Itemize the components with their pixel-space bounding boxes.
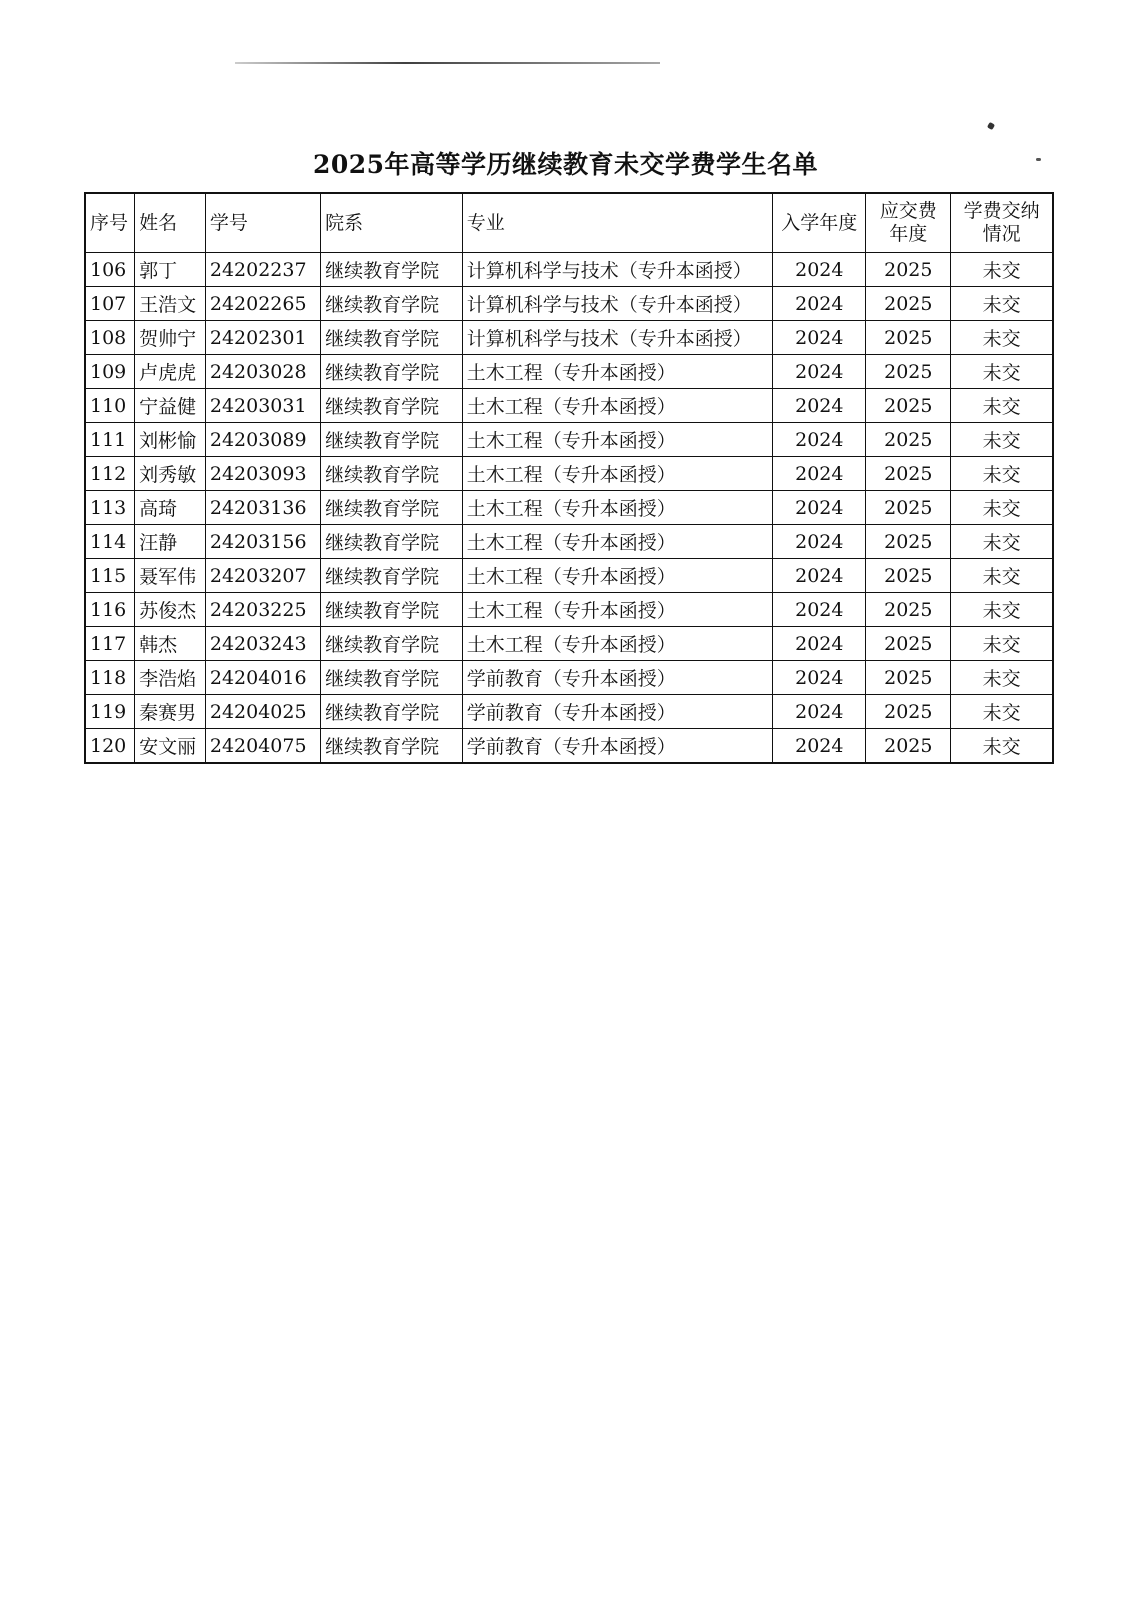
header-student-id: 学号 <box>205 193 320 253</box>
cell-seq: 119 <box>85 695 135 729</box>
cell-student-id: 24203156 <box>205 525 320 559</box>
cell-enroll-year: 2024 <box>773 661 866 695</box>
cell-student-id: 24204016 <box>205 661 320 695</box>
cell-due-year: 2025 <box>866 321 951 355</box>
header-status: 学费交纳情况 <box>951 193 1053 253</box>
cell-major: 土木工程（专升本函授） <box>462 423 773 457</box>
cell-status: 未交 <box>951 287 1053 321</box>
cell-enroll-year: 2024 <box>773 389 866 423</box>
cell-major: 土木工程（专升本函授） <box>462 491 773 525</box>
cell-enroll-year: 2024 <box>773 355 866 389</box>
cell-name: 李浩焰 <box>135 661 206 695</box>
table-row <box>85 593 1053 627</box>
cell-major: 学前教育（专升本函授） <box>462 661 773 695</box>
cell-enroll-year: 2024 <box>773 287 866 321</box>
cell-status: 未交 <box>951 389 1053 423</box>
cell-department: 继续教育学院 <box>321 389 463 423</box>
cell-seq: 113 <box>85 491 135 525</box>
cell-due-year: 2025 <box>866 695 951 729</box>
cell-name: 王浩文 <box>135 287 206 321</box>
cell-due-year: 2025 <box>866 457 951 491</box>
table-row <box>85 457 1053 491</box>
cell-seq: 116 <box>85 593 135 627</box>
cell-due-year: 2025 <box>866 355 951 389</box>
table-row <box>85 491 1053 525</box>
cell-due-year: 2025 <box>866 661 951 695</box>
cell-department: 继续教育学院 <box>321 525 463 559</box>
cell-enroll-year: 2024 <box>773 423 866 457</box>
cell-enroll-year: 2024 <box>773 729 866 764</box>
cell-due-year: 2025 <box>866 253 951 287</box>
cell-seq: 111 <box>85 423 135 457</box>
cell-student-id: 24202301 <box>205 321 320 355</box>
cell-name: 秦赛男 <box>135 695 206 729</box>
cell-due-year: 2025 <box>866 491 951 525</box>
cell-name: 高琦 <box>135 491 206 525</box>
cell-status: 未交 <box>951 423 1053 457</box>
scan-speck <box>987 122 995 130</box>
cell-student-id: 24203136 <box>205 491 320 525</box>
cell-department: 继续教育学院 <box>321 627 463 661</box>
cell-enroll-year: 2024 <box>773 253 866 287</box>
cell-student-id: 24203089 <box>205 423 320 457</box>
cell-status: 未交 <box>951 627 1053 661</box>
header-department: 院系 <box>321 193 463 253</box>
cell-name: 苏俊杰 <box>135 593 206 627</box>
table-row <box>85 253 1053 287</box>
table-row <box>85 525 1053 559</box>
cell-department: 继续教育学院 <box>321 559 463 593</box>
cell-seq: 107 <box>85 287 135 321</box>
cell-seq: 114 <box>85 525 135 559</box>
cell-enroll-year: 2024 <box>773 695 866 729</box>
cell-name: 聂军伟 <box>135 559 206 593</box>
cell-enroll-year: 2024 <box>773 593 866 627</box>
cell-seq: 108 <box>85 321 135 355</box>
header-seq: 序号 <box>85 193 135 253</box>
header-due-year: 应交费年度 <box>866 193 951 253</box>
cell-status: 未交 <box>951 695 1053 729</box>
cell-department: 继续教育学院 <box>321 593 463 627</box>
cell-department: 继续教育学院 <box>321 729 463 764</box>
cell-student-id: 24204025 <box>205 695 320 729</box>
cell-student-id: 24203031 <box>205 389 320 423</box>
cell-seq: 120 <box>85 729 135 764</box>
cell-student-id: 24202265 <box>205 287 320 321</box>
table-row <box>85 729 1053 764</box>
table-row <box>85 695 1053 729</box>
table-row <box>85 287 1053 321</box>
cell-due-year: 2025 <box>866 729 951 764</box>
table-row <box>85 661 1053 695</box>
cell-major: 学前教育（专升本函授） <box>462 695 773 729</box>
cell-major: 土木工程（专升本函授） <box>462 593 773 627</box>
cell-seq: 117 <box>85 627 135 661</box>
table-row <box>85 321 1053 355</box>
cell-enroll-year: 2024 <box>773 321 866 355</box>
cell-status: 未交 <box>951 321 1053 355</box>
cell-department: 继续教育学院 <box>321 695 463 729</box>
cell-major: 计算机科学与技术（专升本函授） <box>462 321 773 355</box>
cell-enroll-year: 2024 <box>773 457 866 491</box>
cell-status: 未交 <box>951 559 1053 593</box>
table-body <box>85 253 1053 764</box>
cell-due-year: 2025 <box>866 525 951 559</box>
cell-major: 学前教育（专升本函授） <box>462 729 773 764</box>
cell-due-year: 2025 <box>866 423 951 457</box>
cell-status: 未交 <box>951 525 1053 559</box>
cell-student-id: 24203093 <box>205 457 320 491</box>
cell-student-id: 24203207 <box>205 559 320 593</box>
table-row <box>85 627 1053 661</box>
header-row <box>85 193 1053 253</box>
cell-student-id: 24204075 <box>205 729 320 764</box>
cell-due-year: 2025 <box>866 287 951 321</box>
cell-seq: 110 <box>85 389 135 423</box>
cell-student-id: 24203028 <box>205 355 320 389</box>
cell-enroll-year: 2024 <box>773 491 866 525</box>
cell-enroll-year: 2024 <box>773 627 866 661</box>
cell-status: 未交 <box>951 661 1053 695</box>
cell-major: 土木工程（专升本函授） <box>462 627 773 661</box>
header-major: 专业 <box>462 193 773 253</box>
cell-name: 卢虎虎 <box>135 355 206 389</box>
cell-status: 未交 <box>951 355 1053 389</box>
cell-department: 继续教育学院 <box>321 253 463 287</box>
scan-artifact-line <box>235 62 660 64</box>
cell-name: 韩杰 <box>135 627 206 661</box>
table-row <box>85 355 1053 389</box>
cell-name: 汪静 <box>135 525 206 559</box>
cell-due-year: 2025 <box>866 593 951 627</box>
cell-seq: 109 <box>85 355 135 389</box>
cell-student-id: 24202237 <box>205 253 320 287</box>
cell-major: 计算机科学与技术（专升本函授） <box>462 287 773 321</box>
cell-status: 未交 <box>951 491 1053 525</box>
cell-major: 土木工程（专升本函授） <box>462 525 773 559</box>
cell-major: 土木工程（专升本函授） <box>462 457 773 491</box>
cell-enroll-year: 2024 <box>773 525 866 559</box>
cell-name: 安文丽 <box>135 729 206 764</box>
cell-department: 继续教育学院 <box>321 287 463 321</box>
cell-seq: 106 <box>85 253 135 287</box>
cell-department: 继续教育学院 <box>321 321 463 355</box>
cell-major: 土木工程（专升本函授） <box>462 559 773 593</box>
cell-status: 未交 <box>951 593 1053 627</box>
cell-due-year: 2025 <box>866 559 951 593</box>
cell-name: 贺帅宁 <box>135 321 206 355</box>
cell-department: 继续教育学院 <box>321 491 463 525</box>
table-row <box>85 559 1053 593</box>
cell-due-year: 2025 <box>866 389 951 423</box>
cell-student-id: 24203225 <box>205 593 320 627</box>
cell-department: 继续教育学院 <box>321 423 463 457</box>
header-enroll-year: 入学年度 <box>773 193 866 253</box>
cell-due-year: 2025 <box>866 627 951 661</box>
cell-enroll-year: 2024 <box>773 559 866 593</box>
document-title: 2025年高等学历继续教育未交学费学生名单 <box>312 150 819 179</box>
table-row <box>85 389 1053 423</box>
header-name: 姓名 <box>135 193 206 253</box>
cell-seq: 118 <box>85 661 135 695</box>
cell-seq: 112 <box>85 457 135 491</box>
cell-name: 郭丁 <box>135 253 206 287</box>
cell-department: 继续教育学院 <box>321 457 463 491</box>
cell-major: 计算机科学与技术（专升本函授） <box>462 253 773 287</box>
cell-name: 宁益健 <box>135 389 206 423</box>
table-row <box>85 423 1053 457</box>
cell-department: 继续教育学院 <box>321 355 463 389</box>
cell-status: 未交 <box>951 457 1053 491</box>
cell-seq: 115 <box>85 559 135 593</box>
cell-name: 刘秀敏 <box>135 457 206 491</box>
cell-student-id: 24203243 <box>205 627 320 661</box>
cell-name: 刘彬愉 <box>135 423 206 457</box>
cell-major: 土木工程（专升本函授） <box>462 355 773 389</box>
cell-status: 未交 <box>951 729 1053 764</box>
cell-status: 未交 <box>951 253 1053 287</box>
cell-major: 土木工程（专升本函授） <box>462 389 773 423</box>
cell-department: 继续教育学院 <box>321 661 463 695</box>
unpaid-tuition-table <box>84 192 1054 764</box>
